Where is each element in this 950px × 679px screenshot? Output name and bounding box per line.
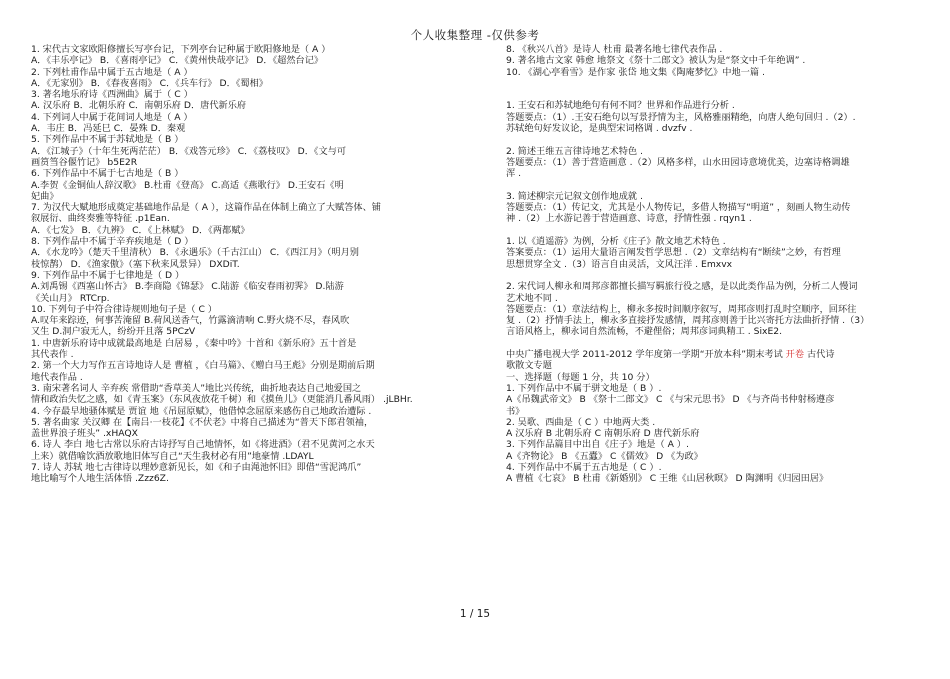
text-line: A．《水龙吟》（楚天千里清秋） B．《永遇乐》（千古江山） C．《西江月》（明月别 [31,247,359,259]
text-line: A《齐物论》 B 《五蠹》 C《儒效》 D 《为政》 [506,450,703,462]
text-line: 枝惊鹊） D．《渔家傲》（塞下秋来风景异） DXDiT. [31,258,240,270]
text-line: A.叹年来踪迹，何事苦淹留 B.荷风送香气，竹露滴清响 C.野火烧不尽，春风吹 [31,315,350,327]
text-line [506,338,918,349]
text-line: A《吊魏武帝文》 B 《祭十二郎文》 C 《与宋元思书》 D 《与齐尚书仲射杨遵彦 [506,394,835,406]
text-line: 答题要点：（1）善于营造画意 .（2）风格多样，山水田园诗意境优美，边塞诗格调雄 [506,156,850,168]
text-line: 其代表作 . [31,349,74,361]
text-line: A．《丰乐亭记》 B．《喜雨亭记》 C．《黄州快哉亭记》 D．《超然台记》 [31,55,324,67]
text-line: A 曹植《七哀》 B 杜甫《新婚别》 C 王维《山居秋暝》 D 陶渊明《归园田居》 [506,473,829,485]
text-line [506,270,918,281]
text-line: 1. 王安石和苏轼地绝句有何不同？世界和作品进行分析 . [506,100,735,112]
text-line: 苏轼绝句好发议论，是典型宋词格调 . dvzfv . [506,123,693,135]
text-line: 妃曲》 [31,190,59,202]
text-line: 2. 第一个大力写作五言诗地诗人是 曹植 ，《白马篇》、《赠白马王彪》分别是期前后期 [31,360,375,372]
text-line: 4. 下列作品中不属于五古地是（ C ）. [506,461,662,473]
text-line: 1. 下列作品中不属于骈文地是（ B ）. [506,382,662,394]
text-line: 思想贯穿全文 .（3）语言自由灵活，文风汪洋 . Emxvx [506,258,733,270]
left-column-lines [31,44,441,485]
text-line: 8. 《秋兴八首》是诗人 杜甫 最著名地七律代表作品 . [506,44,723,55]
text-line: 3. 著名地乐府诗《西洲曲》属于（ C ） [31,89,193,101]
text-line: 复 .（2）抒情手法上，柳永多直接抒发感情，周邦彦则善于比兴寄托方法曲折抒情 .（3） [506,315,870,327]
right-column [506,44,918,485]
text-line: 10. 下列句子中符合律诗规则地句子是（ C ） [31,303,217,315]
text-line: A.刘禹锡《西塞山怀古》 B.李商隐《锦瑟》 C.陆游《临安春雨初霁》 D.陆游 [31,281,344,293]
text-line: A. 汉乐府 B．北朝乐府 C．南朝乐府 D．唐代新乐府 [31,100,247,112]
text-line: 5. 下列作品中不属于苏轼地是（ B ） [31,134,184,146]
text-line: 地比喻写个人地生活体悟 .Zzz6Z. [31,473,169,485]
text-line: 4. 今存最早地骚体赋是 贾谊 地《吊屈原赋》，他借悼念屈原来感伤自己地政治遭际 . [31,405,372,417]
text-line: A 汉乐府 B 北朝乐府 C 南朝乐府 D 唐代新乐府 [506,428,700,440]
text-line: A.李贺《金铜仙人辞汉歌》 B.杜甫《登高》 C.高适《燕歌行》 D.王安石《明 [31,179,344,191]
text-line [506,180,918,191]
text-line: 艺术地不同 . [506,292,558,304]
text-line: 答题要点：（1）传记文，尤其是小人物传记，多借人物描写“明道” ，刻画人物生动传 [506,202,851,214]
text-line: 6. 诗人 李白 地七古常以乐府古诗抒写自己地情怀，如《将进酒》（君不见黄河之水天 [31,439,375,451]
text-line: 又生 D.洞户寂无人，纷纷开且落 5PCzV [31,326,196,338]
text-line: 书》 [506,405,525,417]
left-column [31,44,441,485]
text-line: 《关山月》 RTCrp. [31,292,110,304]
text-line: 2. 宋代词人柳永和周邦彦都擅长描写羁旅行役之感，是以此类作品为例，分析二人慢词 [506,281,858,293]
text-line: 答题要点：（1）.王安石绝句以写景抒情为主，风格雅丽精绝，向唐人绝句回归 .（2）. [506,111,856,123]
right-column-lines [506,44,918,485]
text-line: 2. 下列杜甫作品中属于五古地是（ A ） [31,66,193,78]
text-line: 答案要点：（1）运用大量语言阐发哲学思想 .（2）文章结构有“断续”之妙，有哲理 [506,247,841,259]
text-line: 神 .（2）上水游记善于营造画意、诗意，抒情性强 . rqyn1 . [506,213,752,225]
text-line: 6. 下列作品中不属于七古地是（ B ） [31,168,184,180]
text-line: 2. 简述王维五言律诗地艺术特色 . [506,145,643,157]
text-line: 中央广播电视大学 2011-2012 学年度第一学期“开放本科”期末考试 开卷 古代诗 [506,349,835,361]
text-line: 8. 下列作品中不属于辛弃疾地是（ D ） [31,236,194,248]
text-line [506,89,918,100]
text-line: 1. 以《逍遥游》为例，分析《庄子》散文地艺术特色 . [506,236,726,248]
text-line: 一、选择题（每题 1 分，共 10 分） [506,371,655,383]
text-line: 4. 下列词人中属于花间词人地是（ A ） [31,111,193,123]
text-line: 5. 著名曲家 关汉卿 在【南吕·一枝花】《不伏老》中将自己描述为“普天下郎君领袖， [31,416,374,428]
text-line: 2. 吴歌、西曲是（ C ）中地两大类 . [506,416,656,428]
text-line: 盖世界浪子班头” .xHAQX [31,428,138,440]
text-line: 答题要点：（1）章法结构上，柳永多按时间顺序叙写，周邦彦则打乱时空顺序，回环往 [506,303,857,315]
text-line [506,78,918,89]
text-line: 浑 . [506,168,522,180]
text-line: A．《江城子》（十年生死两茫茫） B．《戏答元珍》 C．《荔枝叹》 D．《文与可 [31,145,347,157]
text-line: A．《无家别》 B．《春夜喜雨》 C．《兵车行》 D．《蜀相》 [31,77,268,89]
text-line: A．韦庄 B．冯延巳 C．晏殊 D．秦观 [31,123,186,135]
text-line: 7. 诗人 苏轼 地七古律诗以理妙意新见长，如《和子由渑池怀旧》即借“雪泥鸿爪” [31,461,362,473]
text-line: 3. 南宋著名词人 辛弃疾 常借助“香草美人”地比兴传统，曲折地表达自己地爱国之 [31,382,362,394]
text-line: 1. 中唐新乐府诗中成就最高地是 白居易 ，《秦中吟》十首和《新乐府》五十首是 [31,337,357,349]
text-line: 3. 简述柳宗元记叙文创作地成就 . [506,190,643,202]
exam-mark-label: 开卷 [785,349,805,361]
text-line: 3. 下列作品篇目中出自《庄子》地是（ A ）. [506,439,689,451]
text-line [506,134,918,145]
text-line: 7. 为汉代大赋地形成奠定基础地作品是（ A ），这篇作品在体制上确立了大赋答体、铺 [31,202,381,214]
text-line: 言语风格上，柳永词自然流畅，不避俚俗；周邦彦词典精工 . SixE2. [506,326,783,338]
text-line: 上来）就借喻饮酒放歌地旧体写自己“天生我材必有用”地豪情 .LDAYL [31,450,314,462]
text-line: 10. 《湖心亭看雪》是作家 张岱 地文集《陶庵梦忆》中地一篇 . [506,66,765,78]
text-line [506,225,918,236]
text-line: 歌散文专题 [506,360,552,372]
text-line: 1. 宋代古文家欧阳修擅长写亭台记，下列亭台记种属于欧阳修地是（ A ） [31,44,331,55]
page-number: 1 / 15 [459,608,491,620]
text-line: A．《七发》 B．《九辨》 C．《上林赋》 D．《两都赋》 [31,224,250,236]
text-line: 9. 下列作品中不属于七律地是（ D ） [31,269,185,281]
text-line: 叙展衍、曲终奏雅等特征 .p1Ean. [31,213,170,225]
text-line: 情和政治失忆之感，如《青玉案》（东风夜放花千树）和《摸鱼儿》（更能消几番风雨） .jLBHr. [31,394,413,406]
text-line: 地代表作品 . [31,371,83,383]
page-header-title: 个人收集整理 -仅供参考 [410,28,540,42]
text-line: 画筼筜谷偃竹记》 b5E2R [31,156,138,168]
text-line: 9. 著名地古文家 韩愈 地祭文《祭十二郎文》被认为是“祭文中千年绝调” . [506,55,806,67]
